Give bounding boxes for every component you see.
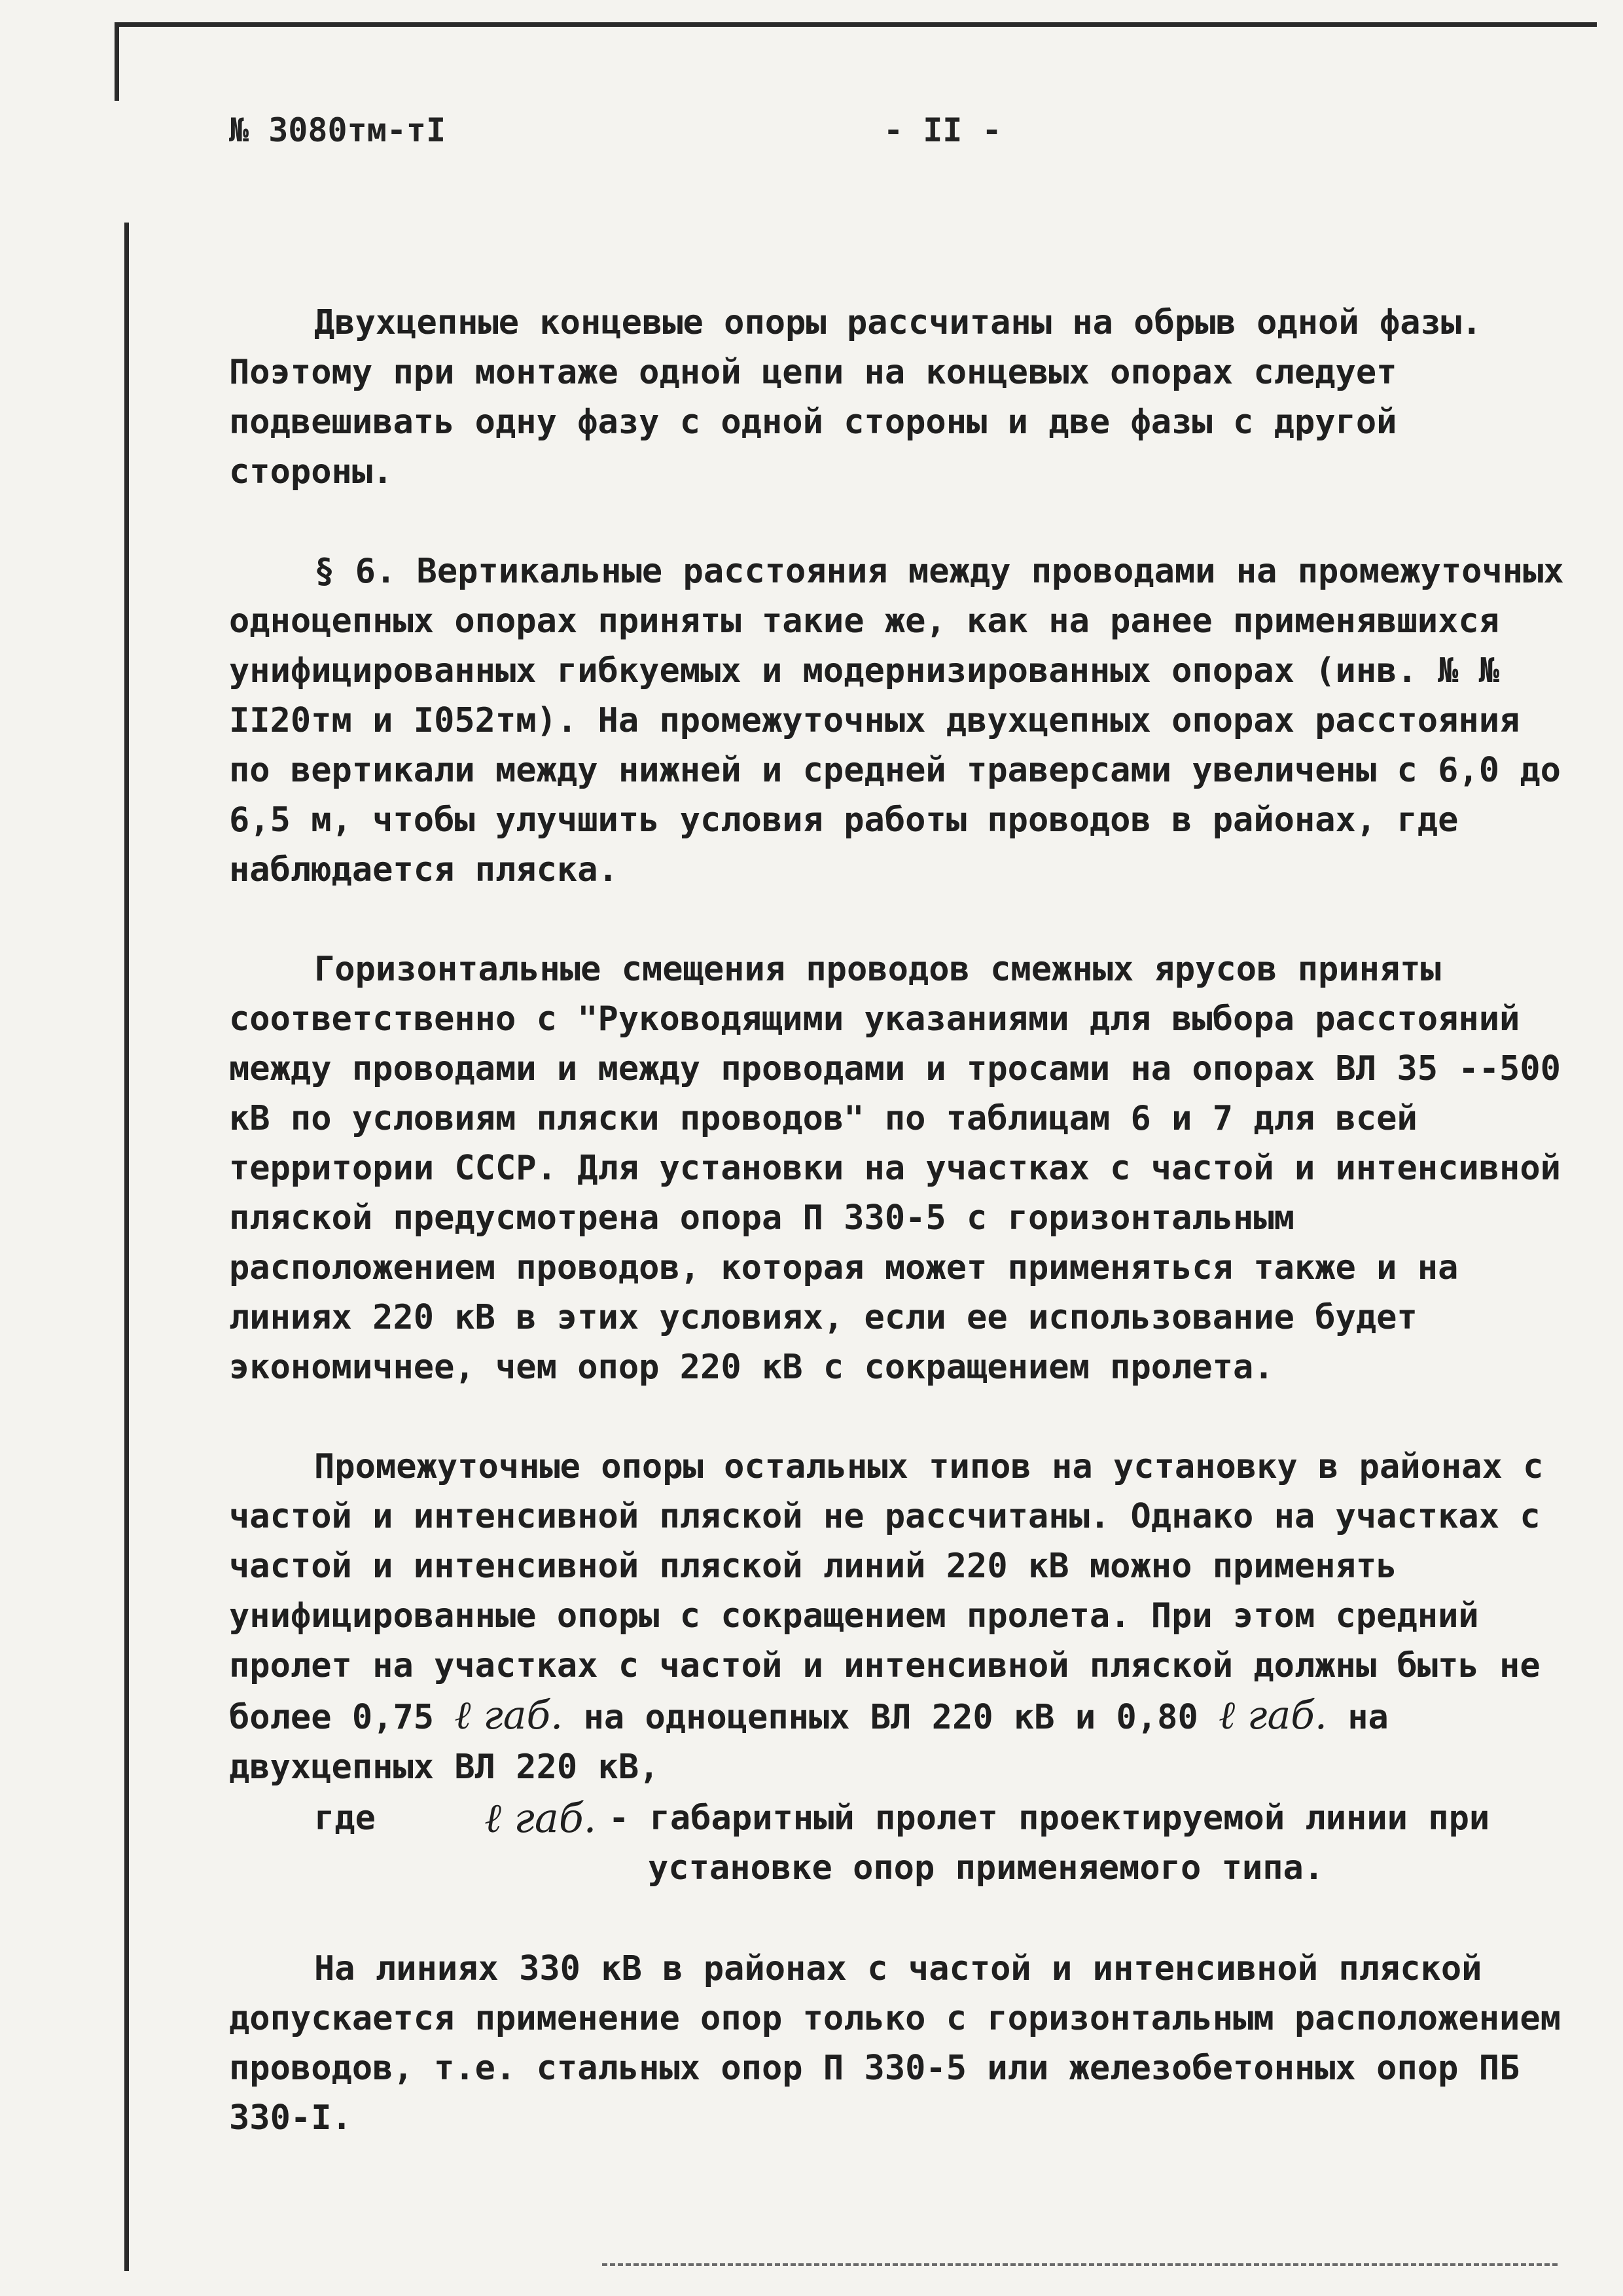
paragraph-4-text-b: на одноцепных ВЛ 220 кВ и 0,80 <box>583 1698 1198 1737</box>
l-gab-symbol: ℓ габ. <box>484 1794 597 1842</box>
definition-text: - габаритный пролет проектируемой линии при <box>609 1799 1490 1838</box>
document-body <box>229 298 1571 1792</box>
l-gab-symbol: ℓ габ. <box>454 1693 563 1738</box>
paragraph-2: § 6. Вертикальные расстояния между проводами на промежуточных одноцепных опорах приняты такие же, как на ранее применявшихся унифицированных гибкуемых и модернизированных опорах (инв. № № II20тм и I052тм). На промежуточных двухцепных опорах расстояния по вертикали между нижней и средней траверсами увеличены с 6,0 до 6,5 м, чтобы улучшить условия работы проводов в районах, где наблюдается пляска. <box>229 552 1564 889</box>
page-border-left <box>124 223 129 2271</box>
definition-block <box>314 1793 1558 1893</box>
paragraph-4-text-a: Промежуточные опоры остальных типов на установку в районах с частой и интенсивной пляской не рассчитаны. Однако на участках с частой и интенсивной пляской линий 220 кВ можно применять унифицированные опоры с сокращением пролета. При этом средний пролет на участках с частой и интенсивной пляской должны быть не более 0,75 <box>229 1447 1544 1737</box>
page-border-top <box>118 22 1597 27</box>
definition-row <box>314 1793 1558 1843</box>
paragraph-1: Двухцепные концевые опоры рассчитаны на обрыв одной фазы. Поэтому при монтаже одной цепи на концевых опорах следует подвешивать одну фазу с одной стороны и две фазы с другой стороны. <box>229 303 1482 492</box>
document-body-end <box>229 1944 1571 2143</box>
paragraph-3: Горизонтальные смещения проводов смежных ярусов приняты соответственно с "Руководящими указаниями для выбора расстояний между проводами и между проводами и тросами на опорах ВЛ 35 --500 кВ по условиям пляски проводов" по таблицам 6 и 7 для всей территории СССР. Для установки на участках с частой и интенсивной пляской предусмотрена опора П 330-5 с горизонтальным расположением проводов, которая может применяться также и на линиях 220 кВ в этих условиях, если ее использование будет экономичнее, чем опор 220 кВ с сокращением пролета. <box>229 950 1561 1387</box>
document-code: № 3080тм-тI <box>229 111 446 149</box>
l-gab-symbol: ℓ габ. <box>1219 1693 1327 1738</box>
page-number: - II - <box>883 111 1002 149</box>
where-word: где <box>314 1799 376 1838</box>
page-border-left-top <box>115 22 119 101</box>
page-border-bottom <box>602 2263 1558 2266</box>
paragraph-4-text-c: на двухцепных ВЛ 220 кВ, <box>229 1698 1389 1787</box>
definition-continuation: установке опор применяемого типа. <box>648 1848 1325 1888</box>
paragraph-5: На линиях 330 кВ в районах с частой и интенсивной пляской допускается применение опор только с горизонтальным расположением проводов, т.е. стальных опор П 330-5 или железобетонных опор ПБ 330-I. <box>229 1949 1561 2138</box>
paragraph-4 <box>229 1442 1571 1792</box>
